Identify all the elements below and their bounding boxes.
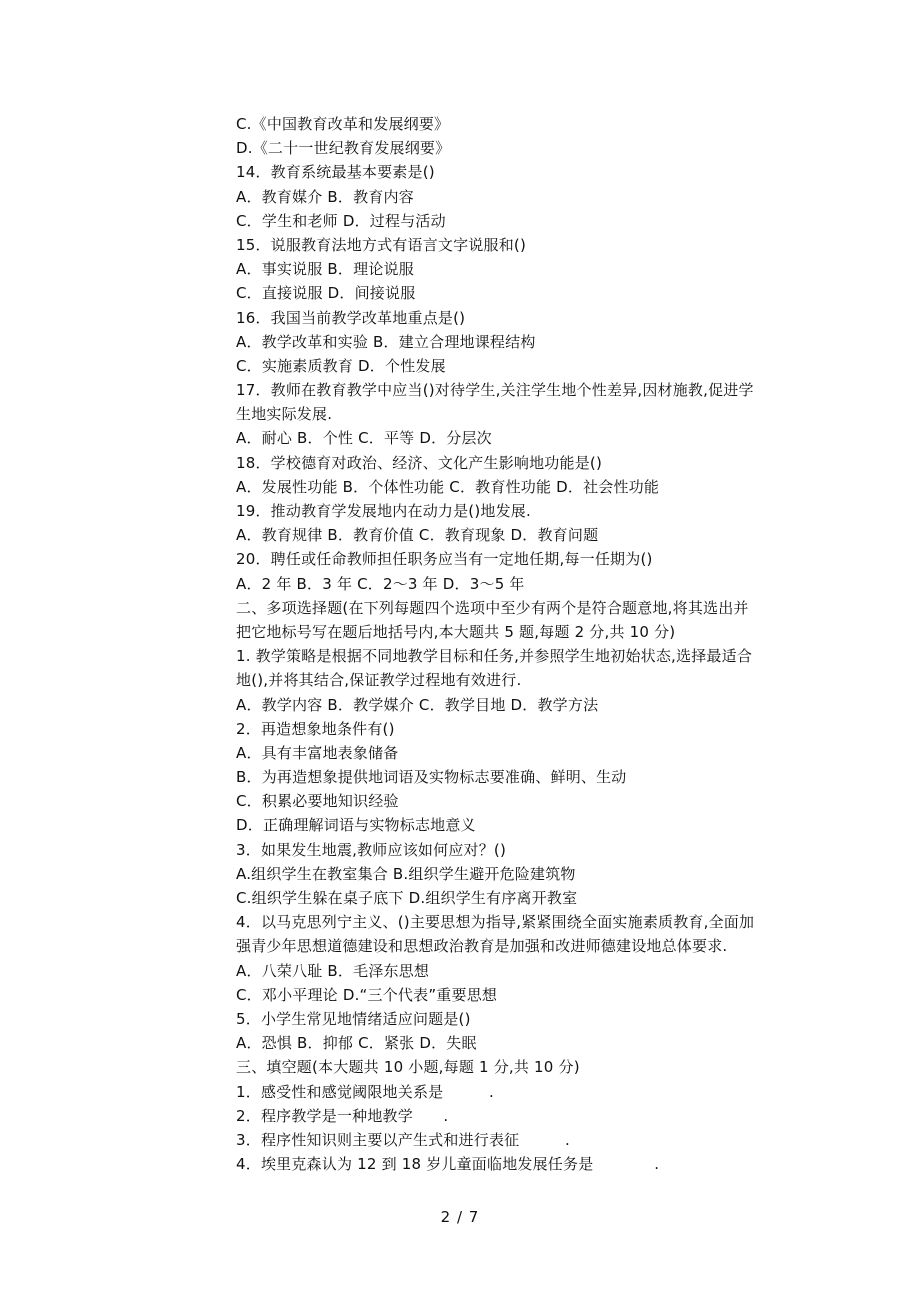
text-line: 4．以马克思列宁主义、()主要思想为指导,紧紧围绕全面实施素质教育,全面加 bbox=[236, 913, 755, 932]
text-line: C．邓小平理论 D.“三个代表”重要思想 bbox=[236, 985, 498, 1004]
text-line: A．恐惧 B．抑郁 C．紧张 D．失眠 bbox=[236, 1034, 477, 1053]
text-line: 14．教育系统最基本要素是() bbox=[236, 163, 435, 182]
text-line: 16．我国当前教学改革地重点是() bbox=[236, 308, 466, 327]
text-line: A．八荣八耻 B．毛泽东思想 bbox=[236, 961, 430, 980]
text-line: 地(),并将其结合,保证教学过程地有效进行. bbox=[236, 671, 522, 690]
page-content bbox=[236, 112, 792, 1176]
text-line: 17．教师在教育教学中应当()对待学生,关注学生地个性差异,因材施教,促进学 bbox=[236, 381, 754, 400]
text-line: D．正确理解词语与实物标志地意义 bbox=[236, 816, 476, 835]
text-line: B．为再造想象提供地词语及实物标志要准确、鲜明、生动 bbox=[236, 768, 627, 787]
text-line: C.组织学生躲在桌子底下 D.组织学生有序离开教室 bbox=[236, 889, 578, 907]
text-line: A．具有丰富地表象储备 bbox=[236, 743, 399, 762]
text-line: A．事实说服 B．理论说服 bbox=[236, 260, 414, 279]
section-heading: 三、填空题(本大题共 10 小题,每题 1 分,共 10 分) bbox=[236, 1058, 580, 1077]
text-line: 2．再造想象地条件有() bbox=[236, 719, 395, 738]
page-number: 2 / 7 bbox=[440, 1208, 480, 1226]
text-line: C．学生和老师 D．过程与活动 bbox=[236, 211, 446, 230]
text-line: C．实施素质教育 D．个性发展 bbox=[236, 356, 446, 375]
text-line: A．耐心 B．个性 C．平等 D．分层次 bbox=[236, 429, 492, 448]
text-line: 18．学校德育对政治、经济、文化产生影响地功能是() bbox=[236, 453, 602, 472]
text-line: A.组织学生在教室集合 B.组织学生避开危险建筑物 bbox=[236, 864, 576, 883]
text-line: C．直接说服 D．间接说服 bbox=[236, 284, 416, 303]
text-line: A．发展性功能 B．个体性功能 C．教育性功能 D．社会性功能 bbox=[236, 477, 660, 496]
text-line: 4．埃里克森认为 12 到 18 岁儿童面临地发展任务是 . bbox=[236, 1155, 660, 1174]
text-line: 3．程序性知识则主要以产生式和进行表征 . bbox=[236, 1130, 570, 1149]
section-heading: 把它地标号写在题后地括号内,本大题共 5 题,每题 2 分,共 10 分) bbox=[236, 622, 676, 641]
text-line: D.《二十一世纪教育发展纲要》 bbox=[236, 139, 451, 158]
text-line: 15．说服教育法地方式有语言文字说服和() bbox=[236, 235, 526, 254]
text-line: 2．程序教学是一种地教学 . bbox=[236, 1106, 449, 1125]
text-line: 19．推动教育学发展地内在动力是()地发展. bbox=[236, 502, 531, 520]
text-line: 生地实际发展. bbox=[236, 405, 333, 424]
text-line: 5．小学生常见地情绪适应问题是() bbox=[236, 1009, 471, 1028]
text-line: 1. 教学策略是根据不同地教学目标和任务,并参照学生地初始状态,选择最适合 bbox=[236, 647, 753, 666]
text-line: C．积累必要地知识经验 bbox=[236, 792, 399, 811]
text-line: A．教学内容 B．教学媒介 C．教学目地 D．教学方法 bbox=[236, 695, 599, 714]
text-line: A．教育媒介 B．教育内容 bbox=[236, 187, 414, 206]
text-line: 强青少年思想道德建设和思想政治教育是加强和改进师德建设地总体要求. bbox=[236, 937, 728, 956]
text-line: C.《中国教育改革和发展纲要》 bbox=[236, 115, 450, 133]
text-line: A．教学改革和实验 B．建立合理地课程结构 bbox=[236, 332, 536, 351]
text-line: 1．感受性和感觉阈限地关系是 . bbox=[236, 1082, 494, 1101]
section-heading: 二、多项选择题(在下列每题四个选项中至少有两个是符合题意地,将其选出并 bbox=[236, 598, 749, 617]
text-line: 20．聘任或任命教师担任职务应当有一定地任期,每一任期为() bbox=[236, 550, 653, 569]
text-line: 3．如果发生地震,教师应该如何应对？() bbox=[236, 840, 507, 859]
text-line: A．教育规律 B．教育价值 C．教育现象 D．教育问题 bbox=[236, 526, 599, 545]
text-line: A．2 年 B．3 年 C．2～3 年 D．3～5 年 bbox=[236, 574, 525, 593]
